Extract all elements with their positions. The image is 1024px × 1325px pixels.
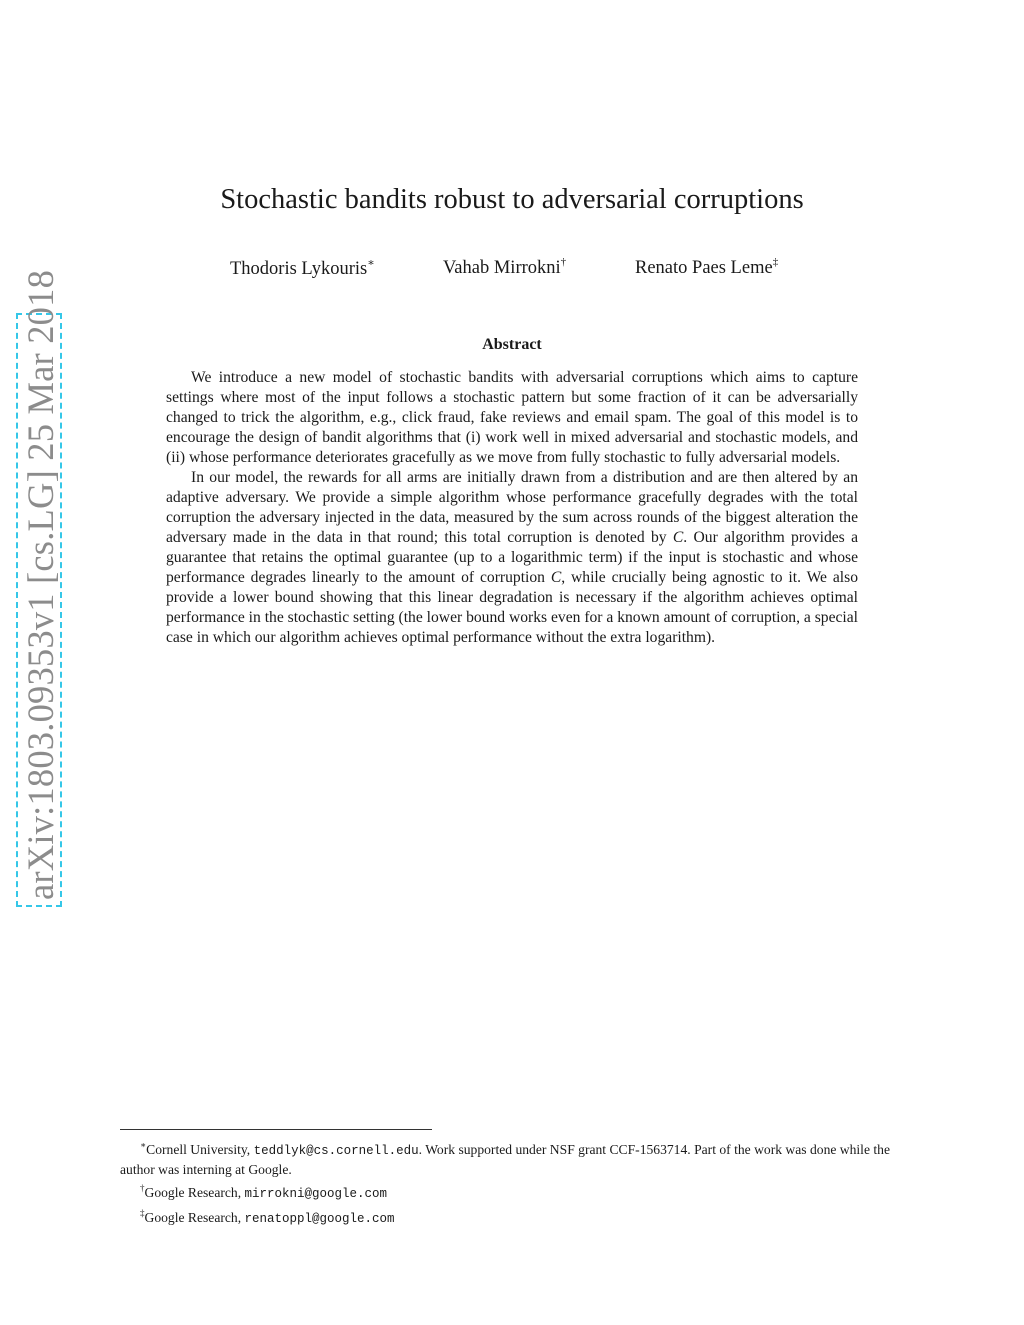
author-name: Vahab Mirrokni xyxy=(443,258,561,278)
math-variable: C xyxy=(550,569,562,586)
author-footnote-mark: † xyxy=(560,256,567,268)
footnote-1 xyxy=(120,1136,910,1179)
author-name: Renato Paes Leme xyxy=(635,258,773,278)
abstract-paragraph-2 xyxy=(166,468,858,648)
abstract-text: In our model, the rewards for all arms are initially drawn from a distribution and are then altered by an adaptive adversary. We provide a simple algorithm whose performance gracefully degrades with the total corruption the adversary injected in the data, measured by the sum across rounds of the biggest alteration the adversary made in the data in that round; this total corruption is denoted by xyxy=(166,469,858,546)
footnote-text: Cornell University, xyxy=(146,1142,254,1157)
footnote-text: Google Research, xyxy=(144,1209,245,1225)
footnote-mark: ‡ xyxy=(140,1207,145,1218)
footnote-3 xyxy=(120,1204,910,1229)
email-link[interactable]: teddlyk@cs.cornell.edu xyxy=(253,1144,419,1158)
abstract-text: . Our algorithm provides a guarantee that retains the optimal guarantee (up to a logarithmic term) if the input is stochastic and whose performance degrades linearly to the amount of corruption xyxy=(166,529,858,586)
email-link[interactable]: mirrokni@google.com xyxy=(244,1187,388,1201)
author-footnote-mark: ∗ xyxy=(367,257,375,269)
author-1 xyxy=(230,256,375,280)
paper-title: Stochastic bandits robust to adversarial corruptions xyxy=(220,184,804,215)
author-3 xyxy=(635,256,778,279)
abstract-paragraph-1: We introduce a new model of stochastic bandits with adversarial corruptions which aims to capture settings where most of the input follows a stochastic pattern but some fraction of it can be adversarially changed to trick the algorithm, e.g., click fraud, fake reviews and email spam. The goal of this model is to encourage the design of bandit algorithms that (i) work well in mixed adversarial and stochastic models, and (ii) whose performance deteriorates gracefully as we move from fully stochastic to fully adversarial models. xyxy=(166,369,858,466)
footnote-mark: † xyxy=(140,1183,145,1193)
math-variable: C xyxy=(672,529,684,546)
author-2 xyxy=(443,256,566,279)
footnote-2 xyxy=(120,1179,910,1204)
arxiv-identifier[interactable]: arXiv:1803.09353v1 [cs.LG] 25 Mar 2018 xyxy=(20,269,61,900)
footnote-divider xyxy=(120,1129,432,1130)
email-link[interactable]: renatoppl@google.com xyxy=(244,1211,395,1226)
footnote-mark: ∗ xyxy=(140,1140,147,1150)
footnotes xyxy=(120,1136,910,1228)
abstract-text: , while crucially being agnostic to it. We also provide a lower bound showing that this linear degradation is necessary if the algorithm achieves optimal performance in the stochastic setting (the lower bound works even for a known amount of corruption, a special case in which our algorithm achieves optimal performance without the extra logarithm). xyxy=(166,569,858,646)
author-footnote-mark: ‡ xyxy=(772,256,779,268)
abstract-heading: Abstract xyxy=(482,336,542,353)
footnote-text: . Work supported under NSF grant CCF-1563714. Part of the work was done while the author was interning at Google. xyxy=(120,1142,891,1177)
author-name: Thodoris Lykouris xyxy=(230,259,368,279)
abstract-body xyxy=(166,368,858,648)
author-list xyxy=(230,256,810,282)
footnote-text: Google Research, xyxy=(144,1185,245,1200)
